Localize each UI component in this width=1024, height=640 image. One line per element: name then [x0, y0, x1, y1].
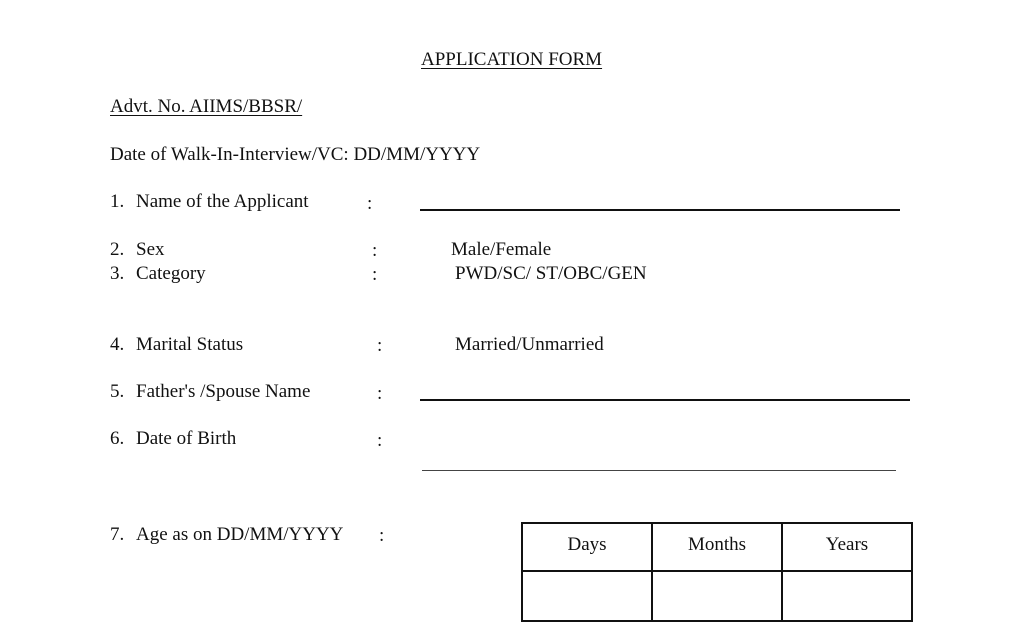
- field-number: 2.: [110, 239, 125, 260]
- age-months-cell[interactable]: [652, 571, 782, 621]
- field-colon: :: [367, 193, 373, 214]
- sex-options: Male/Female: [451, 239, 552, 260]
- field-name-label: [110, 192, 309, 211]
- name-input-line[interactable]: [420, 209, 900, 211]
- field-number: 7.: [110, 524, 125, 545]
- field-colon: :: [377, 383, 383, 404]
- field-label: Marital Status: [136, 334, 244, 355]
- field-colon: :: [379, 525, 385, 546]
- field-dob-label: [110, 429, 236, 448]
- field-number: 4.: [110, 334, 125, 355]
- advertisement-number: Advt. No. AIIMS/BBSR/: [110, 96, 303, 117]
- field-colon: :: [372, 264, 378, 285]
- field-sex-label: [110, 240, 165, 259]
- field-label: Name of the Applicant: [136, 191, 309, 212]
- field-label: Age as on DD/MM/YYYY: [136, 524, 344, 545]
- field-marital-label: [110, 335, 243, 354]
- field-age-label: [110, 525, 343, 544]
- field-label: Father's /Spouse Name: [136, 381, 311, 402]
- field-colon: :: [377, 430, 383, 451]
- field-father-spouse-label: [110, 382, 310, 401]
- field-number: 3.: [110, 263, 125, 284]
- field-label: Date of Birth: [136, 428, 237, 449]
- field-number: 6.: [110, 428, 125, 449]
- category-options: PWD/SC/ ST/OBC/GEN: [455, 263, 647, 284]
- age-table-value-row: [522, 571, 912, 621]
- age-years-cell[interactable]: [782, 571, 912, 621]
- age-table: [521, 522, 913, 622]
- dob-input-line[interactable]: [422, 470, 896, 471]
- field-category-label: [110, 264, 206, 283]
- field-label: Sex: [136, 239, 165, 260]
- age-table-header-row: [522, 523, 912, 571]
- father-spouse-input-line[interactable]: [420, 399, 910, 401]
- field-number: 1.: [110, 191, 125, 212]
- interview-date-line: Date of Walk-In-Interview/VC: DD/MM/YYYY: [110, 144, 481, 165]
- field-label: Category: [136, 263, 206, 284]
- age-header-years: Years: [782, 523, 912, 571]
- field-colon: :: [377, 335, 383, 356]
- age-header-months: Months: [652, 523, 782, 571]
- marital-options: Married/Unmarried: [455, 334, 604, 355]
- age-header-days: Days: [522, 523, 652, 571]
- field-colon: :: [372, 240, 378, 261]
- field-number: 5.: [110, 381, 125, 402]
- form-title: APPLICATION FORM: [421, 49, 603, 70]
- age-days-cell[interactable]: [522, 571, 652, 621]
